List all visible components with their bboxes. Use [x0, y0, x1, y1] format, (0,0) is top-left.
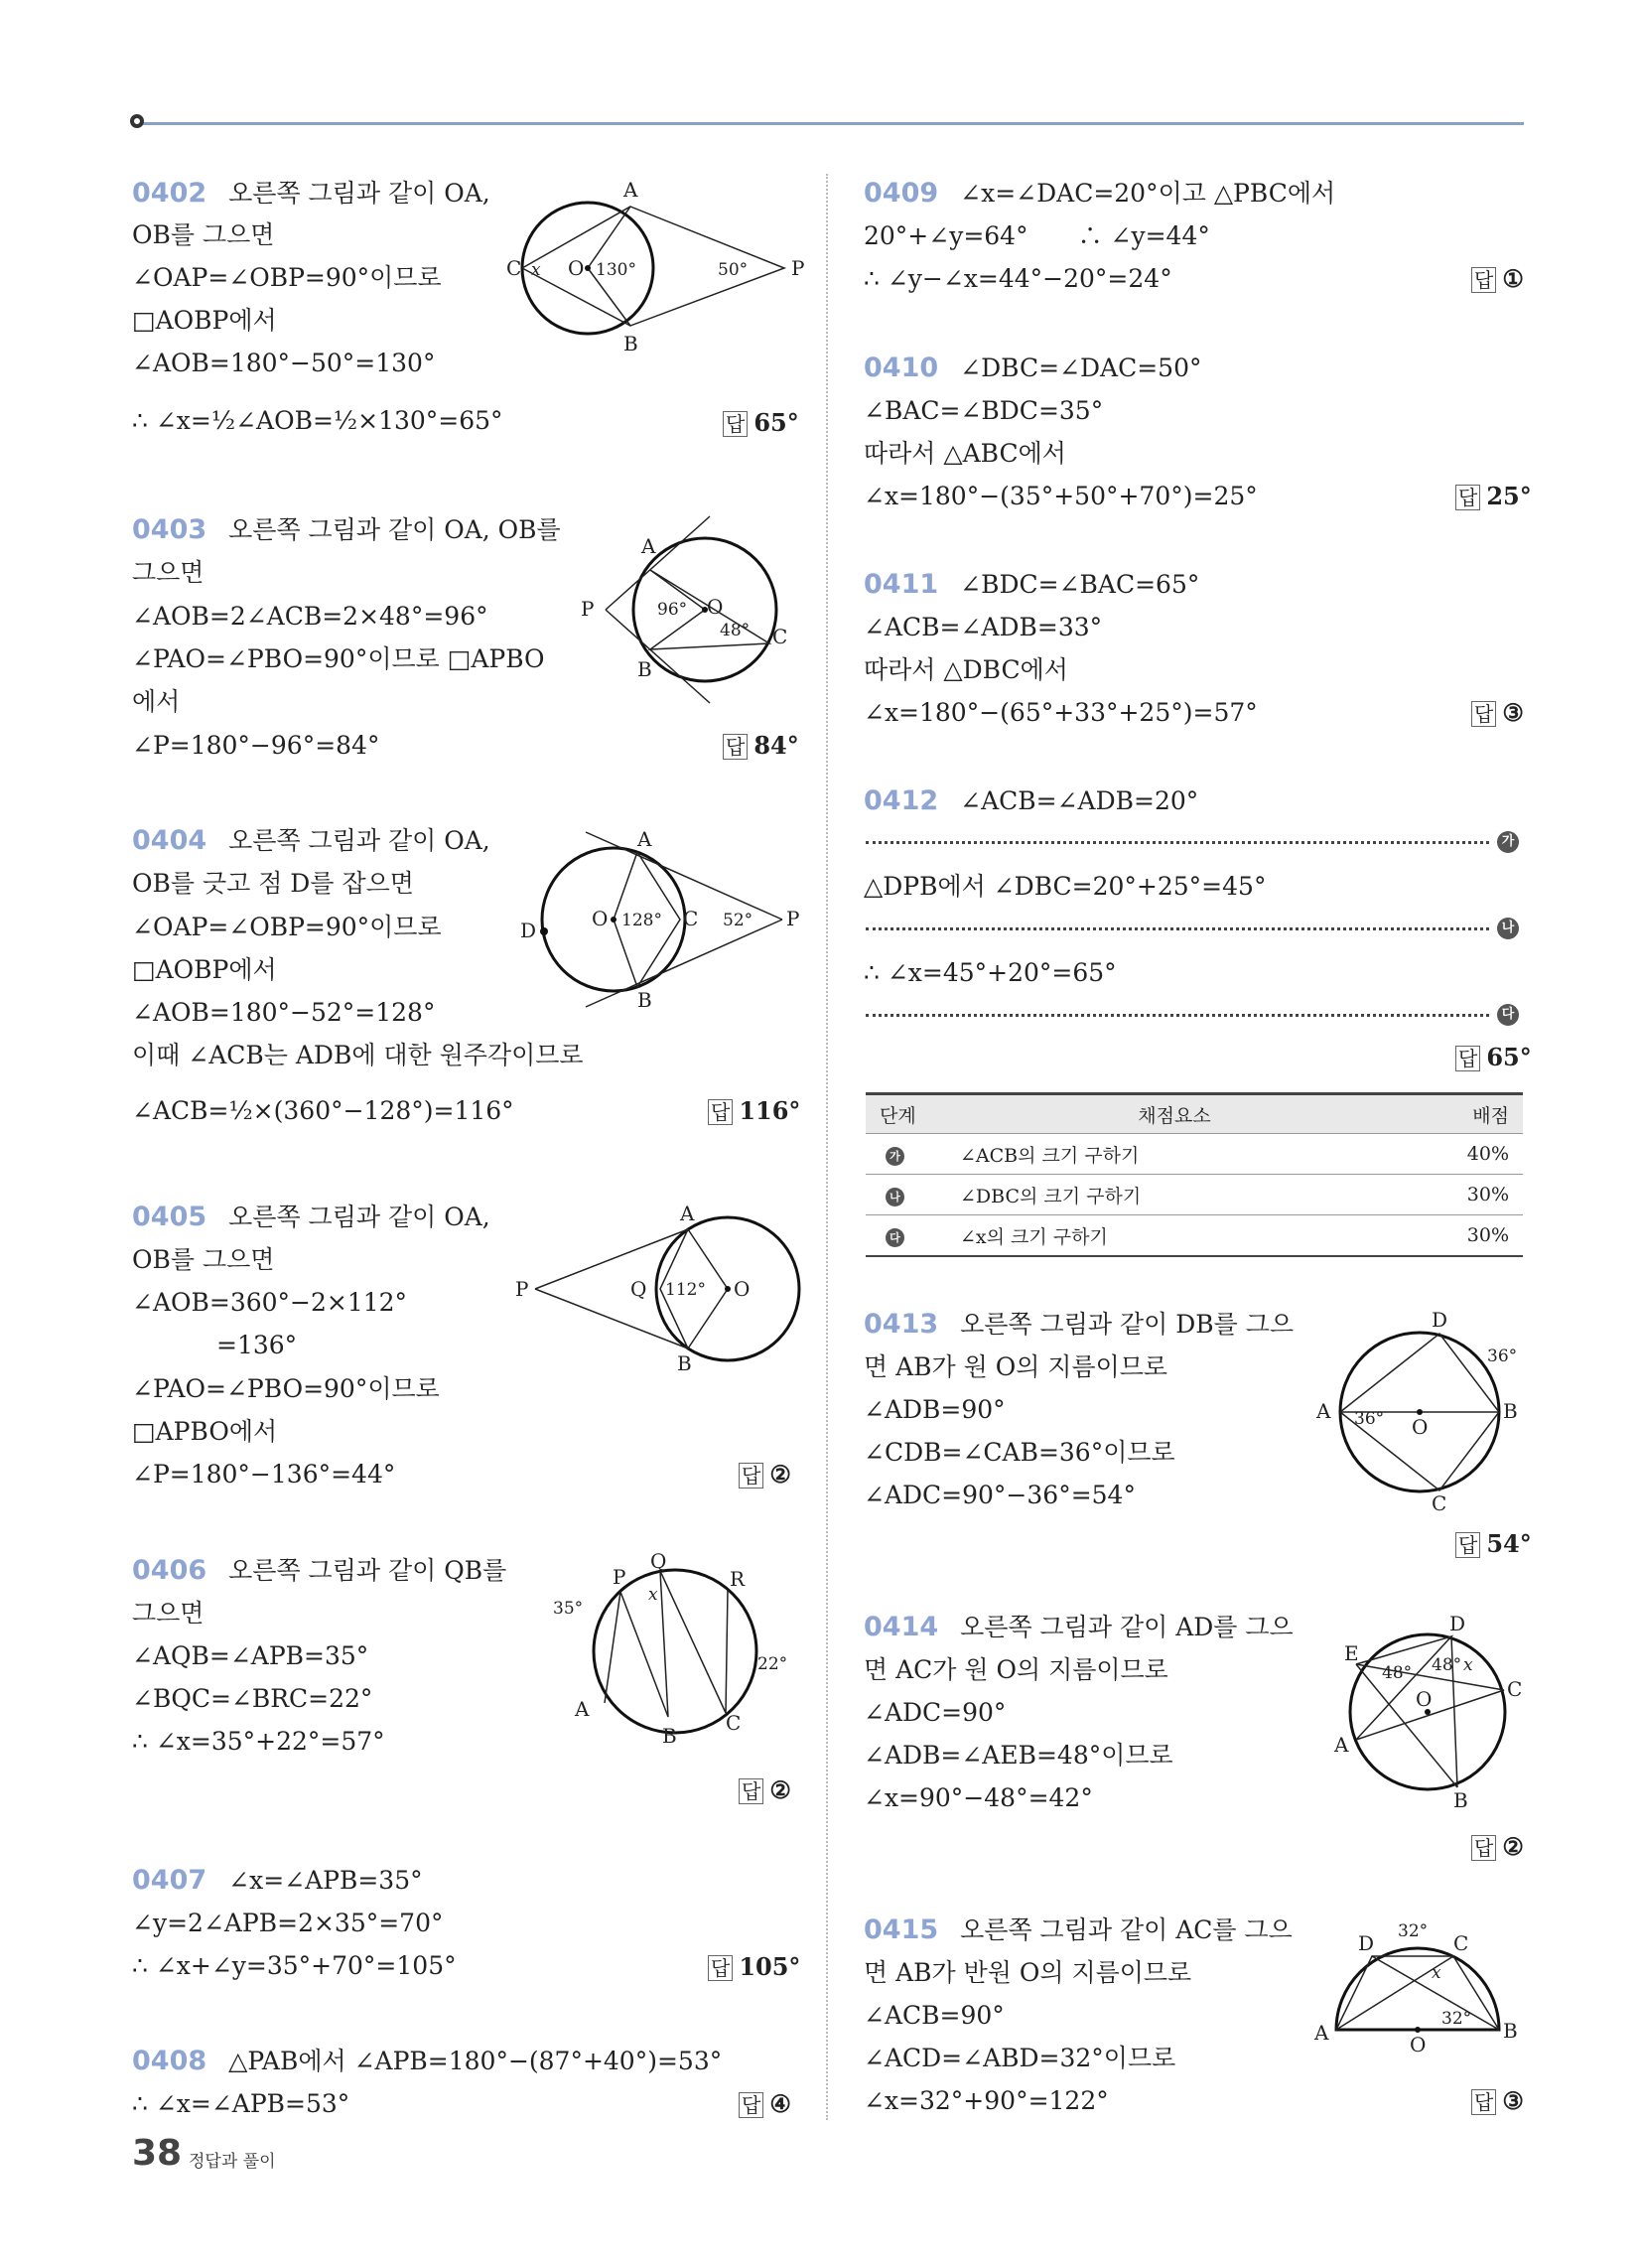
text-line: 면 AC가 원 O의 지름이므로 — [864, 1655, 1168, 1684]
table-cell: 30% — [1409, 1175, 1523, 1215]
label: O — [592, 907, 609, 930]
text-line: 20°+∠y=64° ∴ ∠y=44° — [864, 221, 1210, 250]
label: D — [1358, 1931, 1375, 1955]
answer-icon: 답 — [739, 1463, 763, 1488]
table-row — [866, 1134, 1523, 1175]
label: x — [648, 1585, 658, 1605]
step-mark: 다 — [886, 1228, 904, 1247]
label: x — [1463, 1655, 1473, 1675]
text-line: 이때 ∠ACB는 ADB에 대한 원주각이므로 — [132, 1041, 584, 1069]
text-line: =136° — [216, 1331, 298, 1359]
text-line: ∠x=∠DAC=20°이고 △PBC에서 — [960, 179, 1336, 208]
label: 35° — [553, 1599, 584, 1619]
text-line: ∠y=2∠APB=2×35°=70° — [132, 1909, 444, 1937]
label: A — [1334, 1733, 1349, 1757]
label: Q — [630, 1277, 647, 1301]
text-line: ∠ADC=90°−36°=54° — [864, 1481, 1136, 1509]
text-line: OB를 그으면 — [132, 1245, 275, 1274]
figure-0415 — [1306, 1916, 1530, 2060]
text-line: ∠OAP=∠OBP=90°이므로 — [132, 263, 442, 292]
text-line: ∠ACB=90° — [864, 2001, 1005, 2030]
answer: 답 ④ — [739, 2089, 791, 2118]
problem-number: 0414 — [864, 1612, 939, 1642]
label: 96° — [657, 600, 688, 620]
label: 130° — [596, 260, 636, 280]
label: 48° — [1382, 1663, 1413, 1683]
answer-icon: 답 — [708, 1955, 733, 1981]
label: 22° — [757, 1654, 788, 1674]
text-line: ∠ACD=∠ABD=32°이므로 — [864, 2044, 1176, 2072]
label: B — [637, 988, 652, 1012]
text-line: 오른쪽 그림과 같이 OA, — [228, 826, 490, 855]
text-line: ∠OAP=∠OBP=90°이므로 — [132, 913, 442, 941]
text-line: ∴ ∠x+∠y=35°+70°=105° — [132, 1951, 457, 1980]
problem-number: 0408 — [132, 2046, 207, 2076]
dotted-leader — [866, 841, 1489, 844]
label: A — [623, 178, 638, 202]
label: A — [637, 827, 652, 851]
text-line: ∠ACB=½×(360°−128°)=116° — [132, 1096, 514, 1125]
label: C — [726, 1711, 742, 1735]
text-line: ∴ ∠x=45°+20°=65° — [864, 958, 1117, 987]
label: D — [1432, 1308, 1448, 1332]
label: 36° — [1354, 1409, 1385, 1429]
answer-icon: 답 — [723, 411, 748, 437]
text-line: ∠AOB=360°−2×112° — [132, 1288, 408, 1317]
page-number: 38 — [132, 2133, 183, 2174]
answer-icon: 답 — [1455, 1046, 1480, 1071]
answer-icon: 답 — [1471, 2089, 1496, 2115]
text-line: □AOBP에서 — [132, 955, 277, 984]
label: C — [683, 907, 699, 930]
text-line: ∴ ∠y−∠x=44°−20°=24° — [864, 264, 1172, 293]
label: D — [1449, 1612, 1466, 1635]
label: C — [1432, 1491, 1447, 1515]
table-row — [866, 1215, 1523, 1257]
answer: 답 ③ — [1471, 698, 1524, 727]
top-rule-dot — [130, 114, 144, 128]
label: P — [613, 1565, 626, 1589]
answer-icon: 답 — [723, 734, 748, 760]
text-line: ∠ACB=∠ADB=33° — [864, 613, 1103, 641]
text-line: ∴ ∠x=∠APB=53° — [132, 2089, 350, 2118]
step-mark: 다 — [1497, 1004, 1519, 1026]
text-line: 오른쪽 그림과 같이 DB를 그으 — [960, 1310, 1295, 1339]
answer-icon: 답 — [1455, 485, 1480, 510]
step-mark: 나 — [1497, 918, 1519, 939]
text-line: ∠AQB=∠APB=35° — [132, 1641, 369, 1670]
answer: 답 116° — [708, 1096, 800, 1125]
step-mark: 가 — [1497, 831, 1519, 853]
top-rule — [139, 122, 1524, 125]
dotted-leader — [866, 927, 1489, 930]
text-line: ∠P=180°−96°=84° — [132, 731, 380, 760]
text-line: 오른쪽 그림과 같이 QB를 — [228, 1556, 507, 1585]
text-line: 면 AB가 반원 O의 지름이므로 — [864, 1958, 1192, 1987]
label: B — [637, 657, 652, 681]
label: A — [641, 534, 656, 558]
header-cell: 채점요소 — [940, 1094, 1409, 1134]
label: 128° — [621, 911, 662, 930]
label: Q — [650, 1549, 667, 1573]
text-line: ∠ADB=90° — [864, 1395, 1006, 1424]
answer: 답 ② — [739, 1775, 791, 1804]
table-header-row — [866, 1094, 1523, 1134]
problem-number: 0415 — [864, 1914, 939, 1945]
problem-number: 0402 — [132, 178, 207, 209]
figure-0414 — [1320, 1613, 1534, 1816]
label: P — [786, 907, 800, 930]
text-line: ∴ ∠x=½∠AOB=½×130°=65° — [132, 406, 503, 435]
label: O — [734, 1277, 751, 1301]
problem-number: 0406 — [132, 1555, 207, 1586]
label: 112° — [665, 1280, 706, 1300]
label: D — [520, 919, 537, 942]
answer: 답 ② — [739, 1460, 791, 1488]
footer-label: 정답과 풀이 — [189, 2152, 276, 2172]
text-line: ∠BAC=∠BDC=35° — [864, 396, 1104, 425]
label: 48° — [1432, 1655, 1462, 1675]
label: B — [1503, 2019, 1518, 2043]
text-line: ∠BDC=∠BAC=65° — [960, 570, 1200, 599]
label: A — [575, 1697, 590, 1721]
label: C — [1453, 1931, 1469, 1955]
label: B — [662, 1724, 677, 1748]
text-line: 따라서 △ABC에서 — [864, 439, 1066, 468]
label: B — [1503, 1399, 1518, 1423]
text-line: ∠x=32°+90°=122° — [864, 2086, 1109, 2115]
label: 32° — [1398, 1921, 1429, 1941]
label: C — [772, 625, 788, 648]
label: E — [1344, 1641, 1359, 1665]
step-mark: 가 — [886, 1147, 904, 1166]
answer-icon: 답 — [739, 1778, 763, 1804]
text-line: ∠AOB=180°−52°=128° — [132, 998, 436, 1027]
answer: 답 25° — [1455, 482, 1532, 510]
text-line: 에서 — [132, 687, 181, 716]
table-cell: ∠x의 크기 구하기 — [940, 1215, 1409, 1257]
answer-icon: 답 — [1455, 1532, 1480, 1558]
label: C — [506, 256, 522, 280]
text-line: ∠PAO=∠PBO=90°이므로 □APBO — [132, 644, 545, 673]
problem-number: 0405 — [132, 1202, 207, 1232]
label: A — [1314, 2021, 1329, 2045]
text-line: ∠CDB=∠CAB=36°이므로 — [864, 1438, 1175, 1467]
table-cell: ∠ACB의 크기 구하기 — [940, 1134, 1409, 1175]
label: O — [1412, 1415, 1429, 1439]
header-cell: 배점 — [1409, 1094, 1523, 1134]
column-divider — [826, 174, 828, 2120]
label: P — [791, 256, 805, 280]
problem-number: 0407 — [132, 1865, 207, 1896]
figure-0406 — [551, 1549, 804, 1753]
problem-number: 0411 — [864, 569, 939, 600]
table-cell: 30% — [1409, 1215, 1523, 1257]
text-line: ∠DBC=∠DAC=50° — [960, 354, 1202, 382]
problem-number: 0413 — [864, 1309, 939, 1340]
label: R — [730, 1567, 746, 1591]
figure-0404 — [516, 824, 804, 1012]
answer: 답 ① — [1471, 264, 1524, 293]
figure-0413 — [1312, 1309, 1531, 1517]
label: 50° — [718, 260, 749, 280]
label: 52° — [723, 911, 753, 930]
table-row — [866, 1175, 1523, 1215]
text-line: OB를 그으면 — [132, 220, 275, 249]
text-line: 면 AB가 원 O의 지름이므로 — [864, 1352, 1168, 1381]
text-line: 오른쪽 그림과 같이 OA, — [228, 179, 490, 208]
text-line: 그으면 — [132, 558, 205, 587]
answer-icon: 답 — [1471, 701, 1496, 727]
text-line: □APBO에서 — [132, 1417, 278, 1446]
text-line: 오른쪽 그림과 같이 OA, — [228, 1203, 490, 1231]
figure-0405 — [511, 1202, 804, 1375]
label: x — [531, 260, 541, 280]
answer-icon: 답 — [739, 2092, 763, 2118]
figure-0403 — [576, 516, 804, 705]
table-cell: ∠DBC의 크기 구하기 — [940, 1175, 1409, 1215]
text-line: ∠ACB=∠ADB=20° — [960, 786, 1199, 815]
text-line: 그으면 — [132, 1599, 205, 1628]
text-line: 오른쪽 그림과 같이 AD를 그으 — [960, 1613, 1294, 1641]
text-line: 오른쪽 그림과 같이 AC를 그으 — [960, 1915, 1293, 1944]
text-line: ∠AOB=2∠ACB=2×48°=96° — [132, 602, 488, 631]
text-line: ∠P=180°−136°=44° — [132, 1460, 396, 1488]
label: P — [515, 1277, 529, 1301]
text-line: ∠BQC=∠BRC=22° — [132, 1684, 373, 1713]
answer: 답 65° — [1455, 1043, 1532, 1071]
label: O — [1410, 2033, 1427, 2056]
answer: 답 84° — [723, 731, 799, 760]
step-mark: 나 — [886, 1188, 904, 1206]
text-line: ∴ ∠x=35°+22°=57° — [132, 1727, 385, 1756]
label: A — [680, 1202, 695, 1225]
label: 36° — [1487, 1347, 1518, 1366]
label: C — [1507, 1677, 1523, 1701]
answer: 답 54° — [1455, 1529, 1532, 1558]
answer: 답 ② — [1471, 1832, 1524, 1861]
label: P — [581, 597, 595, 621]
answer-icon: 답 — [1471, 267, 1496, 293]
text-line: ∠PAO=∠PBO=90°이므로 — [132, 1374, 440, 1403]
answer: 답 65° — [723, 408, 799, 437]
figure-0402 — [506, 177, 805, 355]
problem-number: 0410 — [864, 353, 939, 383]
text-line: ∠x=90°−48°=42° — [864, 1783, 1093, 1812]
problem-number: 0409 — [864, 178, 939, 209]
text-line: ∠ADB=∠AEB=48°이므로 — [864, 1741, 1173, 1770]
label: x — [1432, 1963, 1441, 1983]
label: 32° — [1441, 2009, 1472, 2029]
problem-number: 0404 — [132, 825, 207, 856]
text-line: 따라서 △DBC에서 — [864, 655, 1068, 684]
answer: 답 ③ — [1471, 2086, 1524, 2115]
text-line: □AOBP에서 — [132, 306, 277, 335]
text-line: ∠x=∠APB=35° — [228, 1866, 423, 1895]
text-line: △DPB에서 ∠DBC=20°+25°=45° — [864, 872, 1267, 901]
scoring-table — [866, 1092, 1523, 1257]
answer-icon: 답 — [1471, 1835, 1496, 1861]
dotted-leader — [866, 1014, 1489, 1017]
label: A — [1316, 1399, 1331, 1423]
text-line: OB를 긋고 점 D를 잡으면 — [132, 869, 414, 898]
problem-number: 0412 — [864, 785, 939, 816]
text-line: ∠AOB=180°−50°=130° — [132, 349, 436, 377]
answer-icon: 답 — [708, 1099, 733, 1125]
answer: 답 105° — [708, 1952, 800, 1981]
text-line: ∠x=180°−(65°+33°+25°)=57° — [864, 698, 1258, 727]
text-line: △PAB에서 ∠APB=180°−(87°+40°)=53° — [228, 2047, 723, 2075]
label: O — [707, 595, 724, 619]
text-line: ∠x=180°−(35°+50°+70°)=25° — [864, 482, 1258, 510]
text-line: 오른쪽 그림과 같이 OA, OB를 — [228, 515, 561, 544]
label: 48° — [720, 621, 751, 640]
label: B — [677, 1351, 692, 1375]
label: B — [623, 332, 638, 355]
text-line: ∠ADC=90° — [864, 1698, 1007, 1727]
table-cell: 40% — [1409, 1134, 1523, 1175]
label: O — [1416, 1687, 1433, 1711]
label: O — [568, 256, 585, 280]
label: B — [1453, 1788, 1468, 1812]
problem-number: 0403 — [132, 514, 207, 545]
header-cell: 단계 — [866, 1094, 940, 1134]
